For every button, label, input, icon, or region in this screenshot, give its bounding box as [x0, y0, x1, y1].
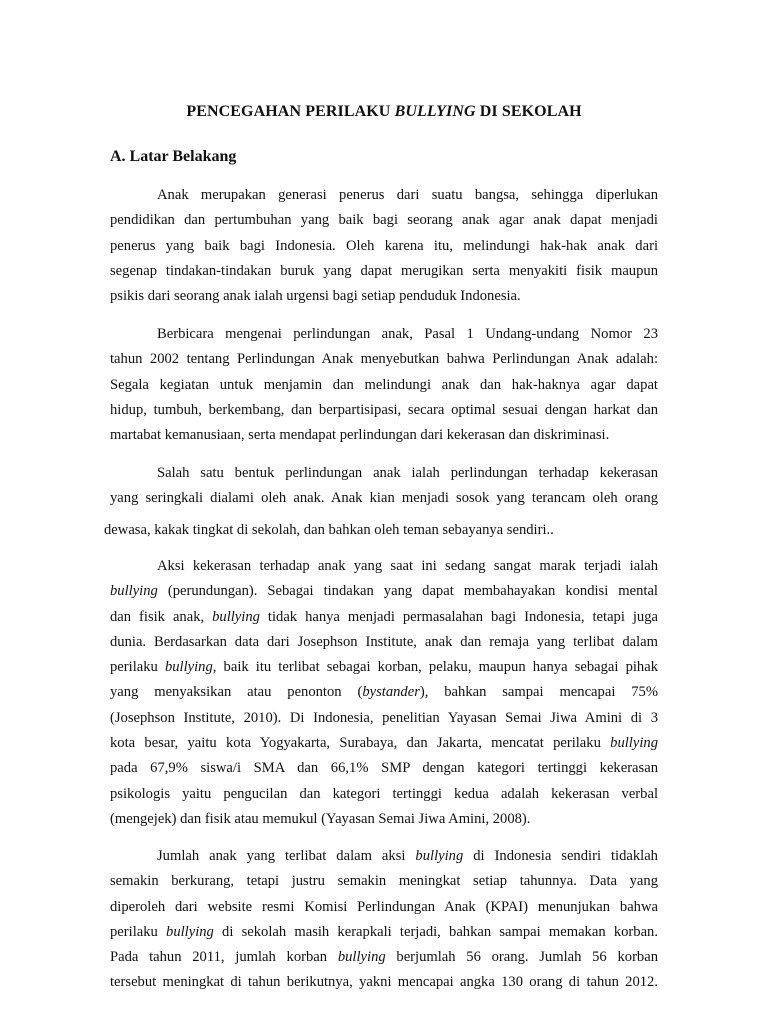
paragraph-line: psikis dari seorang anak ialah urgensi bagi setiap penduduk Indonesia.	[110, 288, 521, 305]
line-text: Jumlah anak yang terlibat dalam aksi	[157, 848, 416, 864]
paragraph-line: yang seringkali dialami oleh anak. Anak kian menjadi sosok yang terancam oleh orang	[110, 490, 658, 507]
paragraph-line: semakin berkurang, tetapi justru semakin meningkat setiap tahunnya. Data yang	[110, 873, 658, 890]
paragraph-line	[110, 579, 658, 604]
paragraph-line	[110, 605, 658, 630]
paragraph-line: psikologis yaitu pengucilan dan kategori tertinggi kedua adalah kekerasan verbal	[110, 785, 658, 802]
paragraph-line: martabat kemanusiaan, serta mendapat perlindungan dari kekerasan dan diskriminasi.	[110, 427, 610, 444]
line-text: di sekolah masih kerapkali terjadi, bahkan sampai memakan korban.	[213, 923, 658, 940]
paragraph-line: Anak merupakan generasi penerus dari suatu bangsa, sehingga diperlukan	[157, 187, 658, 203]
document-title	[0, 103, 768, 121]
paragraph-line: tersebut meningkat di tahun berikutnya, yakni mencapai angka 130 orang di tahun 2012.	[110, 974, 658, 991]
italic-term: bullying	[212, 608, 260, 625]
line-text: yang menyaksikan atau penonton (	[110, 684, 363, 701]
paragraph-2	[110, 322, 658, 448]
line-text: berjumlah 56 orang. Jumlah 56 korban	[385, 949, 658, 966]
paragraph-line: penerus yang baik bagi Indonesia. Oleh karena itu, melindungi hak-hak anak dari	[110, 237, 658, 254]
title-suffix: DI SEKOLAH	[475, 103, 582, 120]
paragraph-line: diperoleh dari website resmi Komisi Perlindungan Anak (KPAI) menunjukan bahwa	[110, 898, 658, 915]
line-text: di Indonesia sendiri tidaklah	[463, 848, 658, 864]
line-text: perilaku	[110, 923, 167, 940]
line-text: kota besar, yaitu kota Yogyakarta, Surabaya, dan Jakarta, mencatat perilaku	[110, 735, 611, 752]
paragraph-line: Aksi kekerasan terhadap anak yang saat ini sedang sangat marak terjadi ialah	[157, 558, 658, 574]
paragraph-line: tahun 2002 tentang Perlindungan Anak menyebutkan bahwa Perlindungan Anak adalah:	[110, 351, 658, 368]
section-heading: A. Latar Belakang	[110, 148, 237, 165]
paragraph-line: (mengejek) dan fisik atau memukul (Yayasan Semai Jiwa Amini, 2008).	[110, 810, 531, 827]
paragraph-line: dunia. Berdasarkan data dari Josephson Institute, anak dan remaja yang terlibat dalam	[110, 633, 658, 650]
paragraph-line: (Josephson Institute, 2010). Di Indonesia, penelitian Yayasan Semai Jiwa Amini di 3	[110, 709, 658, 726]
paragraph-line: pada 67,9% siswa/i SMA dan 66,1% SMP dengan kategori tertinggi kekerasan	[110, 760, 658, 777]
paragraph-line: pendidikan dan pertumbuhan yang baik bagi seorang anak agar anak dapat menjadi	[110, 212, 658, 229]
paragraph-line: dewasa, kakak tingkat di sekolah, dan bahkan oleh teman sebayanya sendiri..	[104, 521, 554, 538]
title-italic-word: BULLYING	[394, 103, 476, 120]
italic-term: bullying	[166, 923, 214, 940]
paragraph-line	[110, 655, 658, 680]
italic-term: bullying	[337, 949, 386, 966]
paragraph-line: Salah satu bentuk perlindungan anak ialah perlindungan terhadap kekerasan	[157, 465, 658, 481]
title-prefix: PENCEGAHAN PERILAKU	[186, 103, 395, 120]
paragraph-line	[110, 945, 658, 970]
paragraph-line: segenap tindakan-tindakan buruk yang dapat merugikan serta menyakiti fisik maupun	[110, 262, 658, 279]
paragraph-line	[110, 680, 658, 705]
paragraph-5	[110, 844, 658, 996]
italic-term: bullying,	[164, 659, 217, 676]
paragraph-line: Segala kegiatan untuk menjamin dan melindungi anak dan hak-haknya agar dapat	[110, 376, 658, 393]
paragraph-line: Berbicara mengenai perlindungan anak, Pasal 1 Undang-undang Nomor 23	[157, 326, 658, 342]
line-text: tidak hanya menjadi permasalahan bagi Indonesia, tetapi juga	[259, 608, 658, 625]
paragraph-1	[110, 183, 658, 309]
paragraph-4	[110, 554, 658, 832]
italic-term: bullying	[610, 735, 658, 752]
paragraph-line	[110, 731, 658, 756]
line-text: baik itu terlibat sebagai korban, pelaku, maupun hanya sebagai pihak	[216, 659, 658, 676]
italic-term: bullying	[415, 848, 464, 864]
line-text: Pada tahun 2011, jumlah korban	[110, 949, 338, 966]
paragraph-line	[110, 920, 658, 945]
paragraph-line: hidup, tumbuh, berkembang, dan berpartisipasi, secara optimal sesuai dengan harkat dan	[110, 401, 658, 418]
paragraph-3	[104, 461, 658, 543]
line-text: (perundungan). Sebagai tindakan yang dapat membahayakan kondisi mental	[157, 583, 658, 600]
line-text: perilaku	[110, 659, 165, 676]
italic-term: bystander	[362, 684, 420, 701]
line-text: ), bahkan sampai mencapai 75%	[419, 684, 658, 701]
italic-term: bullying	[110, 583, 158, 600]
paragraph-line	[110, 844, 658, 869]
line-text: dan fisik anak,	[110, 608, 213, 625]
